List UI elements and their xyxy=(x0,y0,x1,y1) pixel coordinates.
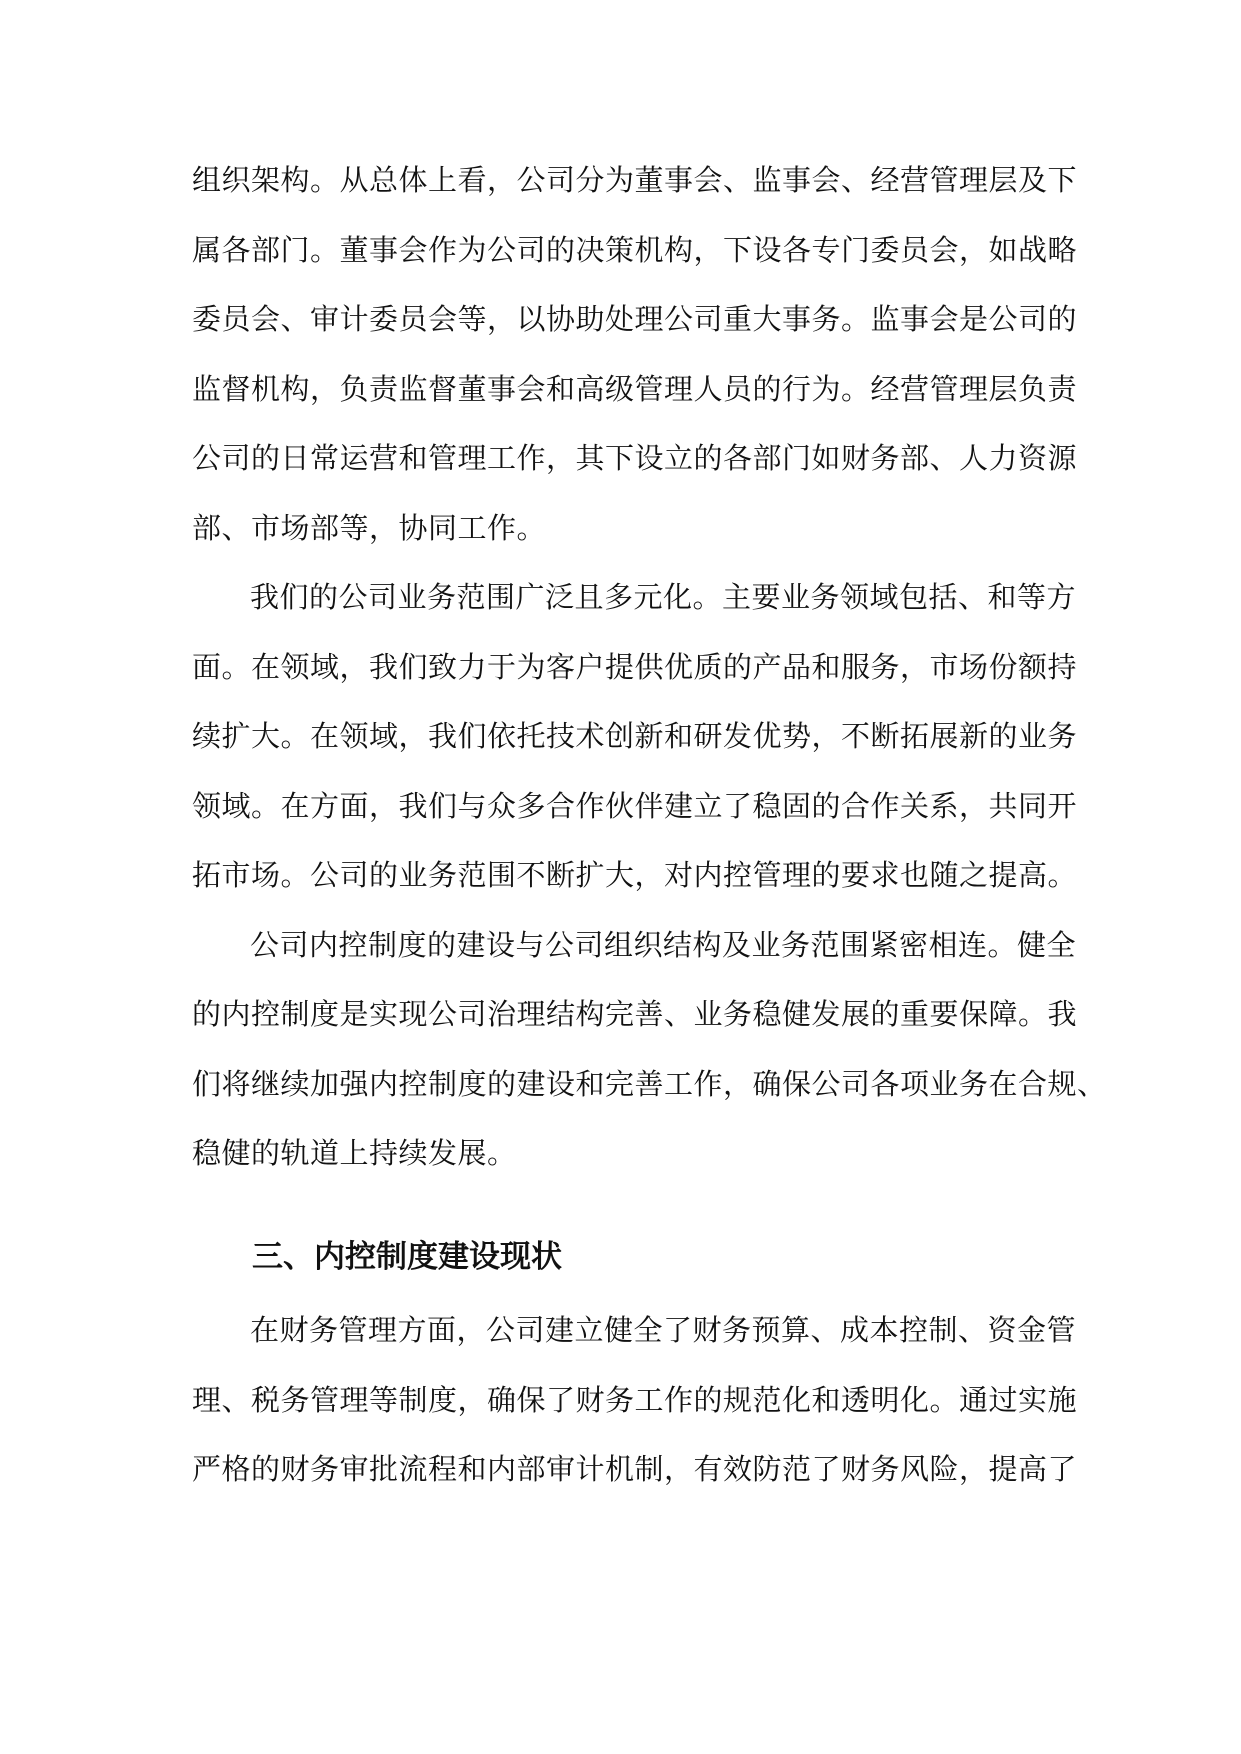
text-line: 监督机构，负责监督董事会和高级管理人员的行为。经营管理层负责 xyxy=(192,371,1078,406)
text-line: 严格的财务审批流程和内部审计机制，有效防范了财务风险，提高了 xyxy=(192,1452,1078,1486)
paragraph-business-scope xyxy=(192,563,1078,911)
text-line: 理、税务管理等制度，确保了财务工作的规范化和透明化。通过实施 xyxy=(192,1382,1078,1417)
text-line: 属各部门。董事会作为公司的决策机构，下设各专门委员会，如战略 xyxy=(192,232,1078,267)
text-line: 面。在领域，我们致力于为客户提供优质的产品和服务，市场份额持 xyxy=(192,649,1078,684)
text-line: 在财务管理方面，公司建立健全了财务预算、成本控制、资金管 xyxy=(250,1313,1077,1347)
text-line: 领域。在方面，我们与众多合作伙伴建立了稳固的合作关系，共同开 xyxy=(192,788,1078,823)
text-line: 续扩大。在领域，我们依托技术创新和研发优势，不断拓展新的业务 xyxy=(192,719,1078,753)
paragraph-financial-management xyxy=(192,1296,1078,1505)
text-line: 的内控制度是实现公司治理结构完善、业务稳健发展的重要保障。我 xyxy=(192,997,1078,1031)
text-line: 委员会、审计委员会等，以协助处理公司重大事务。监事会是公司的 xyxy=(192,302,1078,336)
document-body xyxy=(192,146,1107,1505)
section-heading: 三、内控制度建设现状 xyxy=(252,1238,562,1275)
paragraph-organization xyxy=(192,146,1078,563)
text-line: 公司的日常运营和管理工作，其下设立的各部门如财务部、人力资源 xyxy=(192,441,1078,475)
text-line: 们将继续加强内控制度的建设和完善工作，确保公司各项业务在合规、 xyxy=(192,1066,1107,1101)
text-line: 稳健的轨道上持续发展。 xyxy=(192,1136,517,1170)
text-line: 公司内控制度的建设与公司组织结构及业务范围紧密相连。健全 xyxy=(250,927,1077,962)
text-line: 拓市场。公司的业务范围不断扩大，对内控管理的要求也随之提高。 xyxy=(192,858,1078,892)
text-line: 组织架构。从总体上看，公司分为董事会、监事会、经营管理层及下 xyxy=(192,163,1078,197)
paragraph-internal-control-link xyxy=(192,911,1107,1189)
text-line: 我们的公司业务范围广泛且多元化。主要业务领域包括、和等方 xyxy=(250,580,1077,614)
text-line: 部、市场部等，协同工作。 xyxy=(192,510,547,545)
